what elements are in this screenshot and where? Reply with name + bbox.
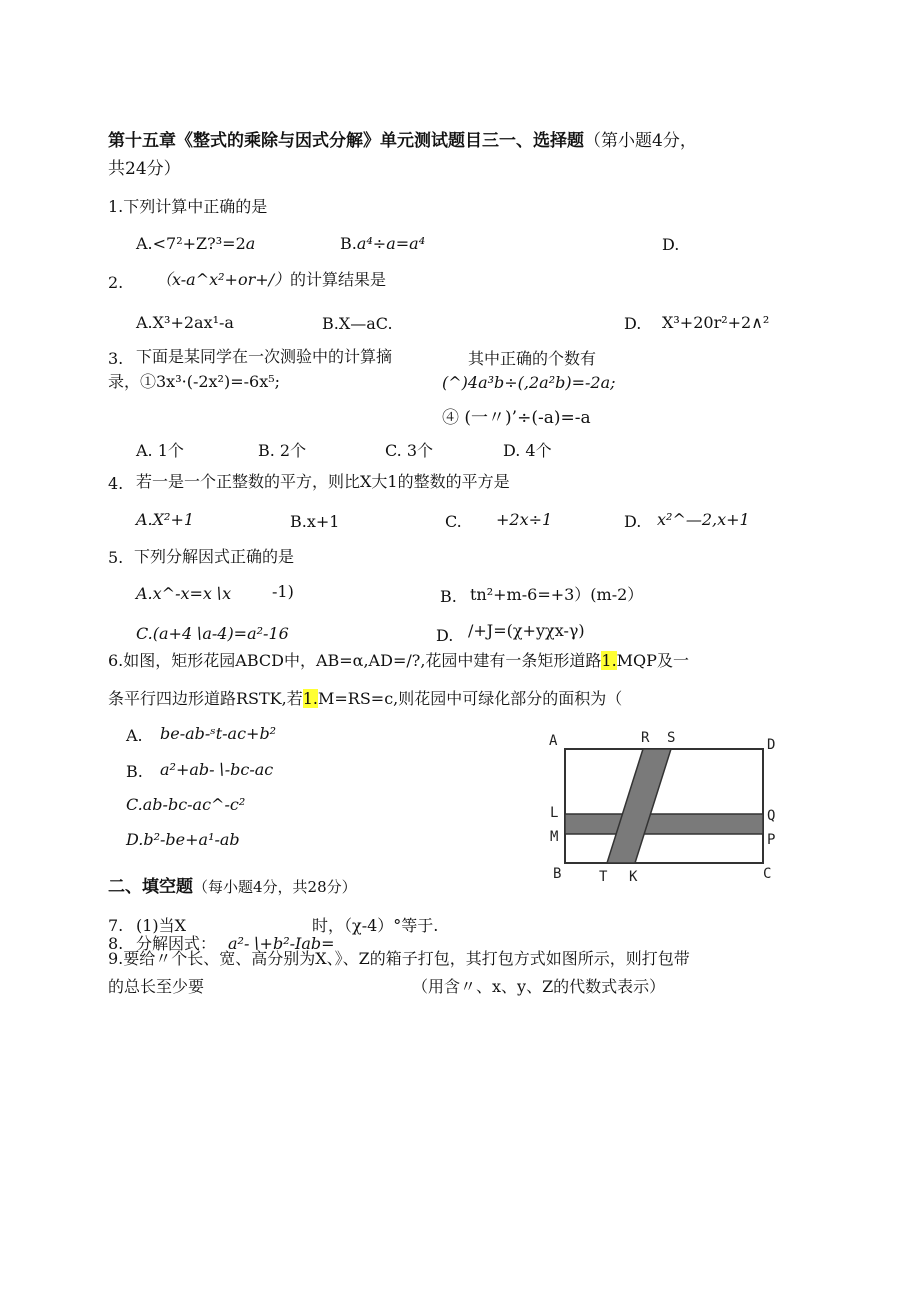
q9-line2: 的总长至少要 [108,977,205,996]
q6-option-a: be-ab-ˢt-ac+b² [160,724,277,743]
q8-stem: 分解因式： [136,934,217,953]
q5-option-b-label: B. [440,587,457,606]
q4-option-b: B.x+1 [290,512,340,531]
title-main: 第十五章《整式的乘除与因式分解》单元测试题目三一、选择题 [108,131,584,151]
q3-option-b: B. 2个 [258,441,307,460]
q4-option-d: x²^—2,x+1 [657,510,750,529]
label-Q: Q [767,808,776,824]
q8-num: 8. [108,934,124,953]
q6-highlight-1: 1. [601,651,617,670]
q1-a-italic: a [245,234,256,253]
q1-stem: 1.下列计算中正确的是 [108,197,268,216]
q3-stem: 下面是某同学在一次测验中的计算摘 [136,347,393,366]
garden-figure [540,724,790,890]
q9-line2b: （用含〃、x、y、Z的代数式表示） [412,977,666,996]
label-S: S [667,730,676,746]
q3-stem2: 录，①3x³·(-2x²)=-6x⁵; [108,372,281,391]
label-P: P [767,832,776,848]
q2-stem [156,270,386,290]
title-note: （第小题4分， [584,131,697,151]
q6-line2a: 条平行四边形道路RSTK,若 [108,689,303,708]
q4-option-d-label: D. [624,512,642,531]
label-T: T [599,869,608,885]
q7-num: 7. [108,916,124,935]
q5-option-c: C.(a+4∖a-4)=a²-16 [136,624,289,643]
q1-option-a [136,234,255,254]
q4-num: 4. [108,474,124,493]
label-R: R [641,730,650,746]
q6-option-a-label: A. [126,726,143,745]
q4-option-c-label: C. [445,512,462,531]
label-D: D [767,737,776,753]
q6-option-b: a²+ab-∖-bc-ac [160,760,274,779]
label-M: M [550,829,559,845]
q5-option-a2: -1) [272,582,294,601]
q6-line2b: M=RS=c,则花园中可绿化部分的面积为（ [318,689,623,708]
label-K: K [629,869,638,885]
q6-line2 [108,689,622,709]
q3-num: 3. [108,349,124,368]
label-C: C [763,866,772,882]
title-line2: 共24分） [108,159,181,179]
q5-option-d-label: D. [436,626,454,645]
q4-stem: 若一是一个正整数的平方，则比X大1的整数的平方是 [136,472,510,491]
label-A: A [549,733,558,749]
q3-option-c: C. 3个 [385,441,434,460]
q5-option-d: /+J=(χ+yχx-γ) [468,621,585,640]
q4-option-a: A.X²+1 [136,510,195,529]
q2-option-d: X³+20r²+2∧² [662,313,770,332]
q7-part-a: (1)当X [136,916,187,935]
q3-right1: 其中正确的个数有 [468,349,597,368]
q7-part-b: 时，（χ-4）°等于. [312,916,439,935]
q5-option-a: A.x^-x=x∖x [136,584,232,603]
q1-a-text: A.<7²+Z?³=2 [136,234,246,253]
q2-expr: （x-a^x²+or+/） [156,270,291,289]
q2-num: 2. [108,273,124,292]
q6-option-c: C.ab-bc-ac^-c² [126,795,246,814]
q6-highlight-2: 1. [302,689,318,708]
q6-line1 [108,651,689,671]
q1-option-d: D. [662,235,680,254]
q2-option-b: B.X—aC. [322,314,393,333]
page-title [108,131,697,151]
q5-stem: 下列分解因式正确的是 [134,547,295,566]
q3-option-d: D. 4个 [503,441,552,460]
section2-header [108,877,357,897]
section2-note: （每小题4分，共28分） [193,878,357,896]
label-B: B [553,866,562,882]
q2-tail: 的计算结果是 [290,270,387,289]
q6-line1b: MQP及一 [616,651,689,670]
road-parallelogram [607,749,671,863]
q6-option-d: D.b²-be+a¹-ab [126,830,240,849]
q5-option-b: tn²+m-6=+3）(m-2） [470,585,644,604]
road-horizontal [565,814,763,834]
q6-line1a: 6.如图，矩形花园ABCD中，AB=α,AD=/?,花园中建有一条矩形道路 [108,651,602,670]
q1-b-text: a⁴÷a=a⁴ [356,234,426,253]
label-L: L [550,805,559,821]
q3-right2: (^)4a³b÷(,2a²b)=-2a; [442,373,616,392]
q4-option-c: +2x÷1 [496,510,553,529]
q9-line1: 9.要给〃个长、宽、高分别为X、》、Z的箱子打包，其打包方式如图所示，则打包带 [108,949,690,968]
q8-expr: a²-∖+b²-Iab= [228,934,335,953]
q2-option-d-label: D. [624,314,642,333]
q2-option-a: A.X³+2ax¹-a [136,313,234,332]
q3-option-a: A. 1个 [136,441,184,460]
q5-num: 5. [108,548,124,567]
q3-right3: ④ (一〃)’÷(-a)=-a [442,408,591,428]
q1-b-label: B. [340,234,357,253]
q6-option-b-label: B. [126,762,143,781]
q1-option-b [340,234,425,254]
section2-title: 二、填空题 [108,877,193,897]
